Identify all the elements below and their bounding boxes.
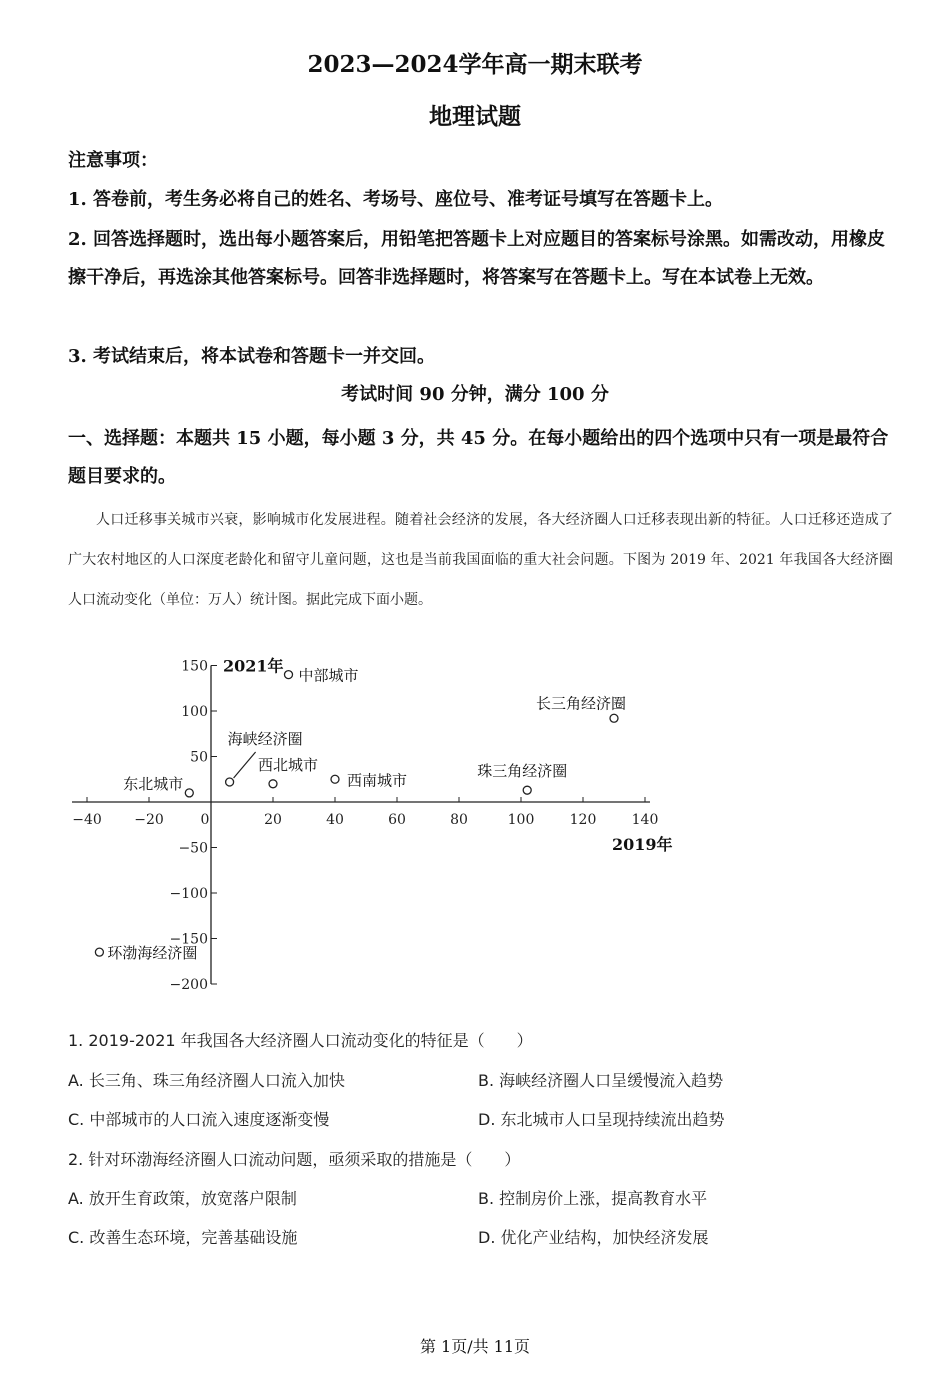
data-point: [226, 778, 234, 786]
notice-item-3: 3. 考试结束后，将本试卷和答题卡一并交回。: [68, 346, 436, 367]
data-point: [610, 714, 618, 722]
reading-passage: 人口迁移事关城市兴衰，影响城市化发展进程。随着社会经济的发展，各大经济圈人口迁移表现出新的特征。人口迁移还造成了广大农村地区的人口深度老龄化和留守儿童问题，这也是当前我国面临的重大社会问题。下图为 2019 年、2021 年我国各大经济圈人口流动变化（单位：万人）统计图。据此完成下面小题。: [68, 512, 893, 608]
exam-title: 2023—2024学年高一期末联考: [307, 51, 643, 78]
data-point-label: 东北城市: [123, 774, 184, 793]
x-tick-label: −20: [134, 812, 164, 828]
notice-item-1: 1. 答卷前，考生务必将自己的姓名、考场号、座位号、准考证号填写在答题卡上。: [68, 189, 724, 210]
x-tick-label: 20: [264, 812, 282, 828]
x-tick-label: 40: [326, 812, 344, 828]
question-2-option-d: D. 优化产业结构，加快经济发展: [478, 1228, 709, 1247]
question-1-option-a: A. 长三角、珠三角经济圈人口流入加快: [68, 1071, 345, 1090]
exam-time-info: 考试时间 90 分钟，满分 100 分: [341, 384, 609, 405]
notice-item-2: 2. 回答选择题时，选出每小题答案后，用铅笔把答题卡上对应题目的答案标号涂黑。如需改动，用橡皮擦干净后，再选涂其他答案标号。回答非选择题时，将答案写在答题卡上。写在本试卷上无效。: [68, 229, 886, 288]
x-tick-label: 140: [631, 812, 659, 828]
data-point-label: 中部城市: [298, 666, 359, 685]
data-point: [285, 671, 293, 679]
question-2-option-b: B. 控制房价上涨，提高教育水平: [478, 1189, 708, 1208]
x-tick-label: 60: [388, 812, 406, 828]
section-one-instructions: 一、选择题：本题共 15 小题，每小题 3 分，共 45 分。在每小题给出的四个选项中只有一项是最符合题目要求的。: [68, 428, 889, 487]
data-point-label: 海峡经济圈: [227, 729, 303, 748]
y-tick-label: 150: [181, 658, 208, 675]
question-1-stem: 1. 2019-2021 年我国各大经济圈人口流动变化的特征是（ ）: [68, 1031, 533, 1050]
data-point-label: 珠三角经济圈: [477, 762, 568, 781]
chart-points: [95, 667, 626, 963]
question-1-option-d: D. 东北城市人口呈现持续流出趋势: [478, 1110, 725, 1129]
notice-heading: 注意事项：: [68, 150, 158, 171]
x-tick-label: 80: [450, 812, 468, 828]
y-tick-label: −100: [169, 886, 208, 902]
question-1-option-b: B. 海峡经济圈人口呈缓慢流入趋势: [478, 1071, 724, 1090]
data-point: [269, 780, 277, 788]
data-point: [95, 948, 103, 956]
y-tick-label: −200: [169, 977, 208, 993]
y-tick-label: 100: [181, 704, 208, 720]
x-axis-label: 2019年: [612, 835, 673, 854]
question-2-stem: 2. 针对环渤海经济圈人口流动问题，亟须采取的措施是（ ）: [68, 1150, 521, 1169]
x-tick-label: 0: [200, 812, 210, 828]
data-point-label: 长三角经济圈: [536, 694, 627, 713]
y-axis-label: 2021年: [223, 656, 284, 676]
question-1-option-c: C. 中部城市的人口流入速度逐渐变慢: [68, 1110, 330, 1129]
page-footer: 第 1页/共 11页: [419, 1337, 531, 1356]
data-point: [185, 789, 193, 797]
data-point-label: 环渤海经济圈: [107, 944, 198, 963]
question-2-option-c: C. 改善生态环境，完善基础设施: [68, 1228, 298, 1247]
x-tick-label: 120: [569, 812, 597, 828]
subject-title: 地理试题: [429, 103, 521, 130]
y-tick-label: −150: [169, 931, 208, 948]
label-leader-line: [234, 752, 256, 778]
x-tick-label: −40: [72, 812, 102, 828]
y-tick-label: −50: [178, 840, 208, 857]
y-tick-label: 50: [190, 749, 208, 766]
data-point-label: 西北城市: [258, 755, 319, 774]
x-tick-label: 100: [507, 812, 535, 828]
migration-scatter-chart: [0, 650, 950, 1020]
question-2-option-a: A. 放开生育政策，放宽落户限制: [68, 1189, 297, 1208]
data-point-label: 西南城市: [347, 771, 408, 790]
data-point: [523, 786, 531, 794]
data-point: [331, 775, 339, 783]
